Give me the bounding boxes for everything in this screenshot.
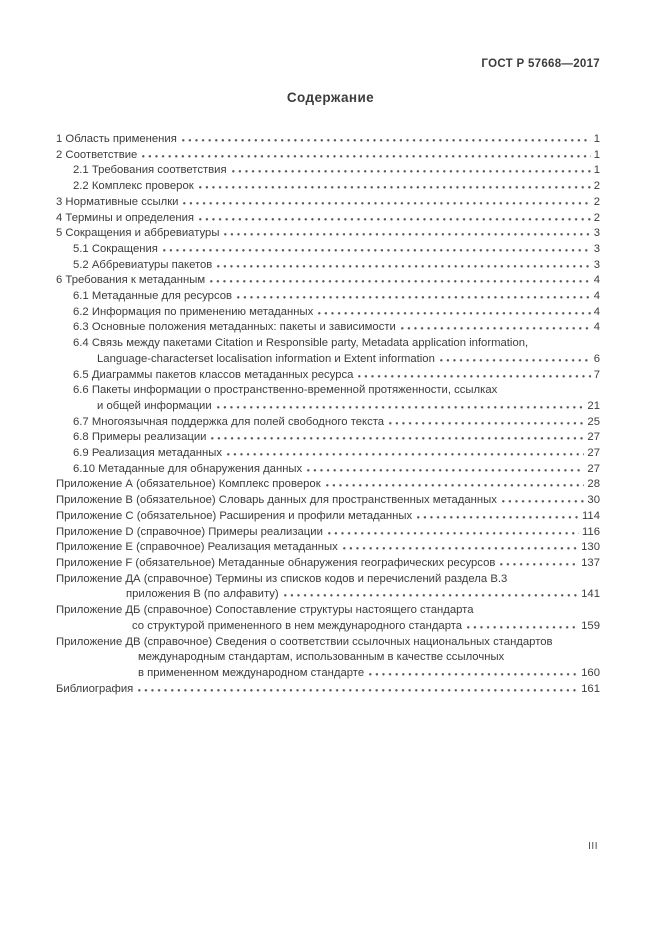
toc-entry-line — [73, 399, 600, 415]
toc-entry-text: Приложение С (обязательное) Расширения и профили метаданных — [56, 509, 413, 522]
dot-leader — [210, 280, 591, 283]
toc-entry-line: Приложение ДВ (справочное) Сведения о соответствии ссылочных национальных стандартов — [56, 635, 553, 648]
toc-entry — [56, 211, 600, 227]
toc-entry-line — [56, 682, 600, 698]
toc-entry-line — [56, 195, 600, 211]
dot-leader — [142, 155, 590, 158]
toc-entry — [56, 195, 600, 211]
doc-number: ГОСТ Р 57668—2017 — [481, 58, 600, 70]
toc-page-number: 1 — [593, 148, 600, 161]
toc-page-number: 28 — [587, 478, 600, 491]
toc-entry-line — [73, 430, 600, 446]
toc-entry-line — [73, 320, 600, 336]
toc-entry-line: Приложение ДБ (справочное) Сопоставление структуры настоящего стандарта — [56, 604, 474, 617]
toc-entry — [56, 163, 600, 179]
toc-entry — [56, 477, 600, 493]
toc-entry-text: 2.1 Требования соответствия — [73, 164, 227, 177]
toc-entry — [56, 493, 600, 509]
dot-leader — [307, 469, 584, 472]
toc-entry-line: Приложение ДА (справочное) Термины из списков кодов и перечислений раздела В.3 — [56, 572, 508, 585]
toc-entry-line — [73, 305, 600, 321]
toc-entry-text: 6.1 Метаданные для ресурсов — [73, 290, 233, 303]
toc-page-number: 21 — [587, 399, 600, 412]
toc-entry-text: Language-characterset localisation information и Extent information — [97, 352, 435, 365]
toc-entry-line — [56, 540, 600, 556]
toc-entry — [56, 446, 600, 462]
toc-page-number: 137 — [581, 556, 600, 569]
toc-entry-line — [73, 368, 600, 384]
toc-entry-line — [73, 352, 600, 368]
toc-page-number: 141 — [581, 588, 600, 601]
toc-entry-text: 5.2 Аббревиатуры пакетов — [73, 258, 213, 271]
toc-entry-line — [56, 525, 600, 541]
toc-entry — [56, 603, 600, 634]
toc-entry-line — [73, 179, 600, 195]
dot-leader — [182, 139, 591, 142]
dot-leader — [138, 689, 578, 692]
toc-entry-line — [56, 509, 600, 525]
toc-entry — [56, 132, 600, 148]
toc-entry-line — [73, 163, 600, 179]
toc-entry-text: Приложение Е (справочное) Реализация метаданных — [56, 541, 338, 554]
toc-entry-text: 6 Требования к метаданным — [56, 274, 206, 287]
toc-entry-line — [56, 556, 600, 572]
toc-entry-text: 2.2 Комплекс проверок — [73, 180, 194, 193]
toc-entry-text: Приложение D (справочное) Примеры реализации — [56, 525, 323, 538]
toc-entry-text: 4 Термины и определения — [56, 211, 195, 224]
toc-entry — [56, 179, 600, 195]
toc-entry-text: 5.1 Сокращения — [73, 242, 158, 255]
toc-page-number: 116 — [581, 525, 600, 538]
toc-entry — [56, 305, 600, 321]
toc-entry — [56, 148, 600, 164]
toc-entry-line — [73, 258, 600, 274]
dot-leader — [343, 547, 578, 550]
dot-leader — [369, 673, 578, 676]
toc-entry-text: 6.3 Основные положения метаданных: пакеты и зависимости — [73, 321, 396, 334]
dot-leader — [237, 296, 591, 299]
toc-entry — [56, 525, 600, 541]
toc-list — [56, 132, 600, 697]
dot-leader — [163, 249, 591, 252]
toc-entry — [56, 415, 600, 431]
toc-entry-line: 6.4 Связь между пакетами Citation и Responsible party, Metadata application information, — [73, 337, 529, 350]
toc-page-number: 4 — [593, 321, 600, 334]
toc-entry-text: в примененном международном стандарте — [138, 666, 365, 679]
toc-page-number: 2 — [593, 180, 600, 193]
toc-page-number: 4 — [593, 305, 600, 318]
toc-page-number: 6 — [593, 352, 600, 365]
toc-entry-text: со структурой примененного в нем международного стандарта — [132, 619, 463, 632]
toc-entry — [56, 682, 600, 698]
toc-entry-line — [73, 242, 600, 258]
dot-leader — [358, 375, 590, 378]
dot-leader — [211, 437, 584, 440]
toc-entry-line — [56, 226, 600, 242]
toc-entry-line — [56, 666, 600, 682]
toc-page-number: 160 — [581, 666, 600, 679]
toc-entry-text: 3 Нормативные ссылки — [56, 195, 179, 208]
toc-page-number: 7 — [593, 368, 600, 381]
toc-entry-text: 6.7 Многоязычная поддержка для полей свободного текста — [73, 415, 385, 428]
toc-entry-line — [73, 446, 600, 462]
toc-entry-line — [56, 132, 600, 148]
toc-entry — [56, 226, 600, 242]
toc-entry-text: Библиография — [56, 682, 134, 695]
dot-leader — [389, 422, 584, 425]
toc-page-number: 161 — [581, 682, 600, 695]
toc-entry-text: Приложение В (обязательное) Словарь данных для пространственных метаданных — [56, 494, 497, 507]
toc-entry-text: приложения В (по алфавиту) — [126, 588, 279, 601]
toc-page-number: 30 — [587, 494, 600, 507]
toc-entry-text: 6.10 Метаданные для обнаружения данных — [73, 462, 303, 475]
toc-entry-line — [56, 587, 600, 603]
dot-leader — [224, 233, 590, 236]
toc-page-number: 27 — [587, 431, 600, 444]
toc-entry — [56, 368, 600, 384]
toc-entry — [56, 273, 600, 289]
toc-page-number: 27 — [587, 462, 600, 475]
toc-entry — [56, 430, 600, 446]
toc-entry-line — [56, 477, 600, 493]
toc-page-number: 3 — [593, 258, 600, 271]
dot-leader — [232, 170, 591, 173]
toc-page-number: 3 — [593, 227, 600, 240]
toc-entry-text: 6.5 Диаграммы пакетов классов метаданных ресурса — [73, 368, 354, 381]
toc-entry-text: 6.9 Реализация метаданных — [73, 447, 222, 460]
toc-page-number: 159 — [581, 619, 600, 632]
toc-entry — [56, 556, 600, 572]
toc-entry-text: 6.2 Информация по применению метаданных — [73, 305, 314, 318]
toc-entry-text: и общей информации — [97, 399, 212, 412]
dot-leader — [217, 265, 590, 268]
dot-leader — [467, 626, 578, 629]
toc-entry — [56, 336, 600, 367]
toc-entry-line — [56, 493, 600, 509]
toc-entry-line — [56, 619, 600, 635]
dot-leader — [199, 218, 591, 221]
toc-entry — [56, 509, 600, 525]
toc-entry-line — [73, 462, 600, 478]
toc-page-number: 3 — [593, 242, 600, 255]
toc-entry-line — [73, 415, 600, 431]
page-title: Содержание — [286, 90, 375, 105]
toc-page-number: 2 — [593, 211, 600, 224]
toc-page-number: 25 — [587, 415, 600, 428]
toc-page-number: 4 — [593, 290, 600, 303]
toc-entry-text: 1 Область применения — [56, 133, 177, 145]
dot-leader — [227, 453, 584, 456]
toc-entry — [56, 289, 600, 305]
toc-entry — [56, 540, 600, 556]
dot-leader — [217, 406, 585, 409]
toc-entry-line — [73, 289, 600, 305]
dot-leader — [284, 594, 578, 597]
toc-entry — [56, 242, 600, 258]
toc-entry — [56, 572, 600, 603]
dot-leader — [500, 563, 578, 566]
toc-page-number: 1 — [593, 133, 600, 145]
toc-entry — [56, 383, 600, 414]
toc-entry — [56, 462, 600, 478]
toc-entry-text: 2 Соответствие — [56, 148, 138, 161]
page-number-footer: III — [588, 841, 598, 852]
toc-page-number: 1 — [593, 164, 600, 177]
dot-leader — [326, 484, 585, 487]
dot-leader — [318, 312, 590, 315]
dot-leader — [401, 327, 591, 330]
dot-leader — [417, 516, 579, 519]
toc-entry — [56, 258, 600, 274]
toc-page-number: 130 — [581, 541, 600, 554]
dot-leader — [502, 500, 584, 503]
toc-page-number: 114 — [581, 509, 600, 522]
toc-entry-text: Приложение А (обязательное) Комплекс проверок — [56, 478, 321, 491]
dot-leader — [199, 186, 591, 189]
dot-leader — [328, 532, 579, 535]
toc-entry-line: 6.6 Пакеты информации о пространственно-временной протяженности, ссылках — [73, 384, 498, 397]
toc-entry-line — [56, 211, 600, 227]
toc-entry-line — [56, 148, 600, 164]
toc-entry-text: 6.8 Примеры реализации — [73, 431, 207, 444]
dot-leader — [183, 202, 590, 205]
toc-page-number: 27 — [587, 447, 600, 460]
toc-page-number: 2 — [593, 195, 600, 208]
toc-entry-line — [56, 273, 600, 289]
toc-entry — [56, 320, 600, 336]
toc-entry — [56, 635, 600, 682]
toc-entry-line: международным стандартам, использованным в качестве ссылочных — [138, 651, 505, 664]
toc-entry-text: Приложение F (обязательное) Метаданные обнаружения географических ресурсов — [56, 556, 496, 569]
dot-leader — [440, 359, 591, 362]
toc-entry-text: 5 Сокращения и аббревиатуры — [56, 227, 220, 240]
toc-page-number: 4 — [593, 274, 600, 287]
